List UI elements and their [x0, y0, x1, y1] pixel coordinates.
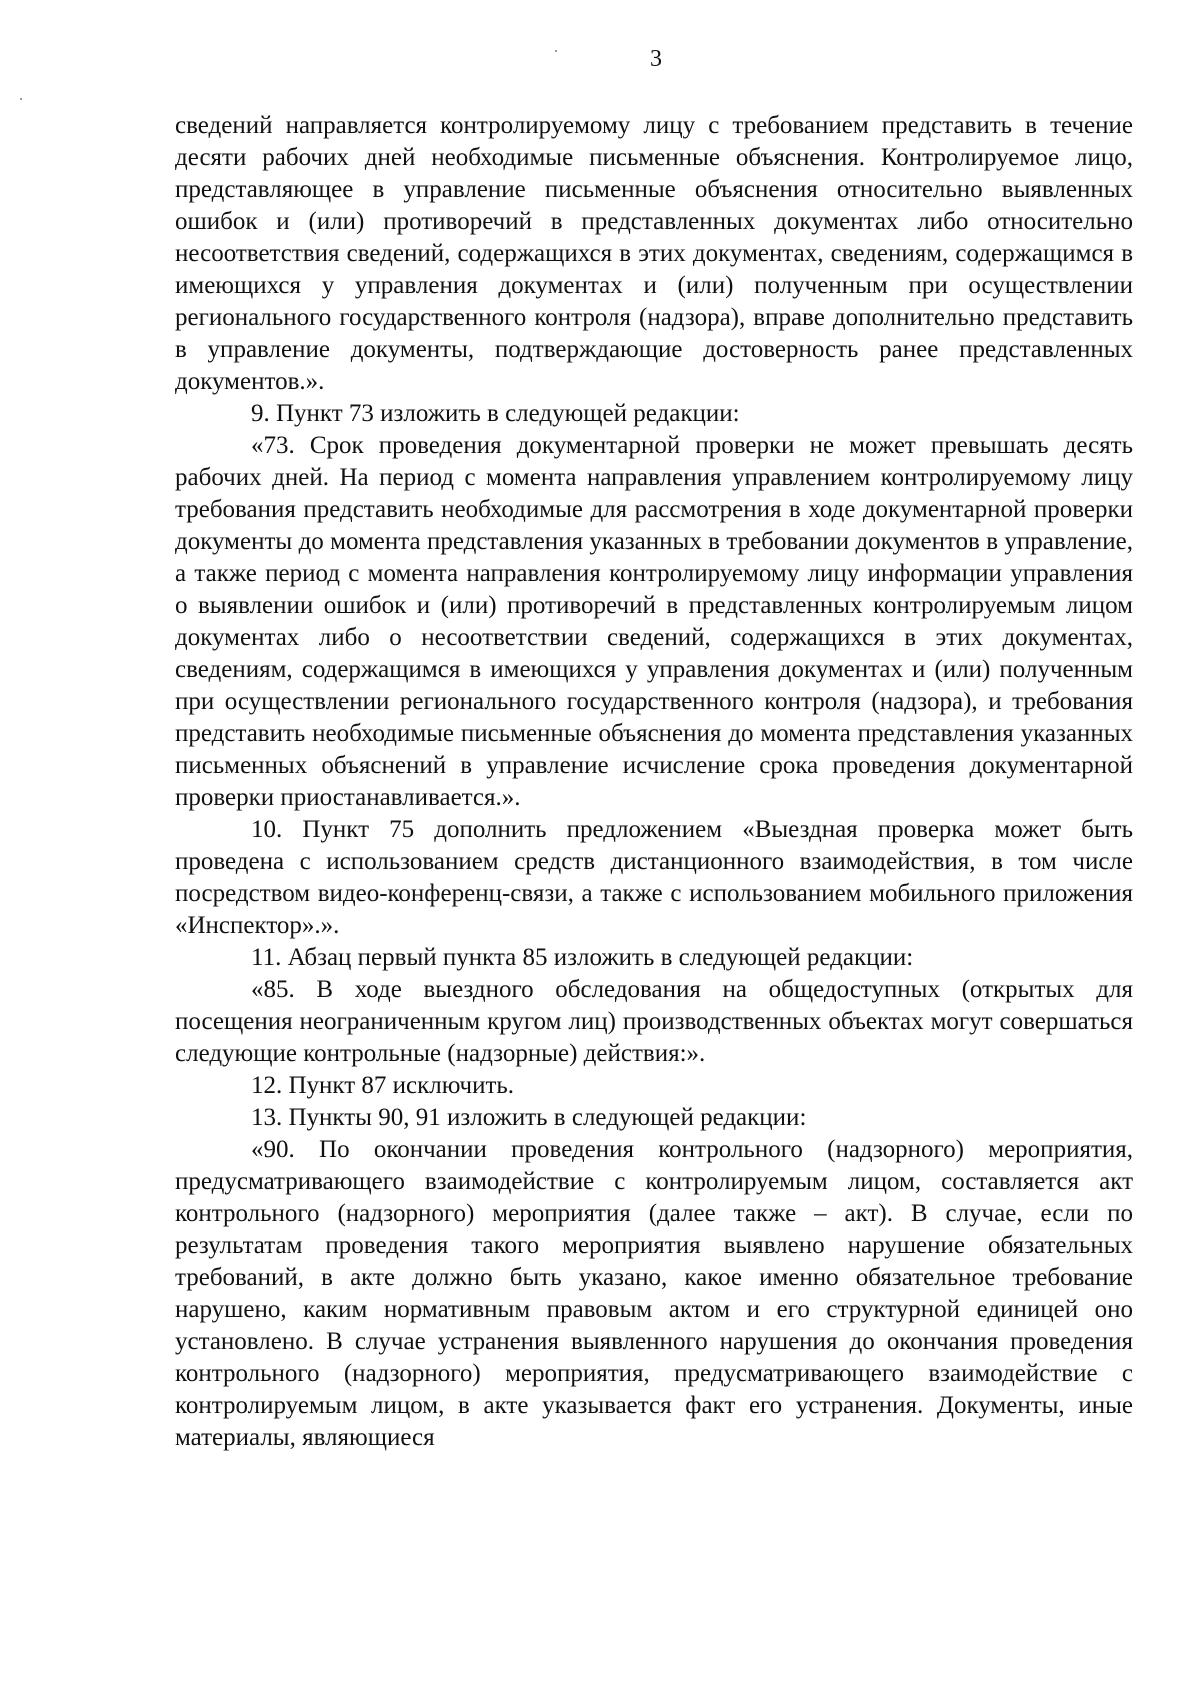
page-number: 3	[650, 46, 662, 72]
paragraph-item-11: 11. Абзац первый пункта 85 изложить в следующей редакции:	[251, 944, 914, 971]
document-body	[175, 110, 1133, 1454]
paragraph-item-9: 9. Пункт 73 изложить в следующей редакции:	[251, 400, 740, 427]
paragraph-item-13: 13. Пункты 90, 91 изложить в следующей редакции:	[251, 1104, 807, 1131]
paragraph-item-12: 12. Пункт 87 исключить.	[251, 1072, 515, 1099]
paragraph-point-90: «90. По окончании проведения контрольного (надзорного) мероприятия, предусматривающего взаимодействие с контролируемым лицом, составляется акт контрольного (надзорного) мероприятия (далее также – акт). В случае, если по результатам проведения такого мероприятия выявлено нарушение обязательных требований, в акте должно быть указано, какое именно обязательное требование нарушено, каким нормативным правовым актом и его структурной единицей оно установлено. В случае устранения выявленного нарушения до окончания проведения контрольного (надзорного) мероприятия, предусматривающего взаимодействие с контролируемым лицом, в акте указывается факт его устранения. Документы, иные материалы, являющиеся	[175, 1136, 1133, 1451]
paragraph-continuation: сведений направляется контролируемому лицу с требованием представить в течение десяти рабочих дней необходимые письменные объяснения. Контролируемое лицо, представляющее в управление письменные объяснения относительно выявленных ошибок и (или) противоречий в представленных документах либо относительно несоответствия сведений, содержащихся в этих документах, сведениям, содержащимся в имеющихся у управления документах и (или) полученным при осуществлении регионального государственного контроля (надзора), вправе дополнительно представить в управление документы, подтверждающие достоверность ранее представленных документов.».	[175, 112, 1133, 395]
paragraph-item-10: 10. Пункт 75 дополнить предложением «Выездная проверка может быть проведена с использованием средств дистанционного взаимодействия, в том числе посредством видео-конференц-связи, а также с использованием мобильного приложения «Инспектор».».	[175, 816, 1133, 939]
paragraph-point-85: «85. В ходе выездного обследования на общедоступных (открытых для посещения неограниченным кругом лиц) производственных объектах могут совершаться следующие контрольные (надзорные) действия:».	[175, 976, 1133, 1067]
scan-speck	[20, 98, 22, 100]
paragraph-point-73: «73. Срок проведения документарной проверки не может превышать десять рабочих дней. На период с момента направления управлением контролируемому лицу требования представить необходимые для рассмотрения в ходе документарной проверки документы до момента представления указанных в требовании документов в управление, а также период с момента направления контролируемому лицу информации управления о выявлении ошибок и (или) противоречий в представленных контролируемым лицом документах либо о несоответствии сведений, содержащихся в этих документах, сведениям, содержащимся в имеющихся у управления документах и (или) полученным при осуществлении регионального государственного контроля (надзора), и требования представить необходимые письменные объяснения до момента представления указанных письменных объяснений в управление исчисление срока проведения документарной проверки приостанавливается.».	[175, 432, 1133, 811]
